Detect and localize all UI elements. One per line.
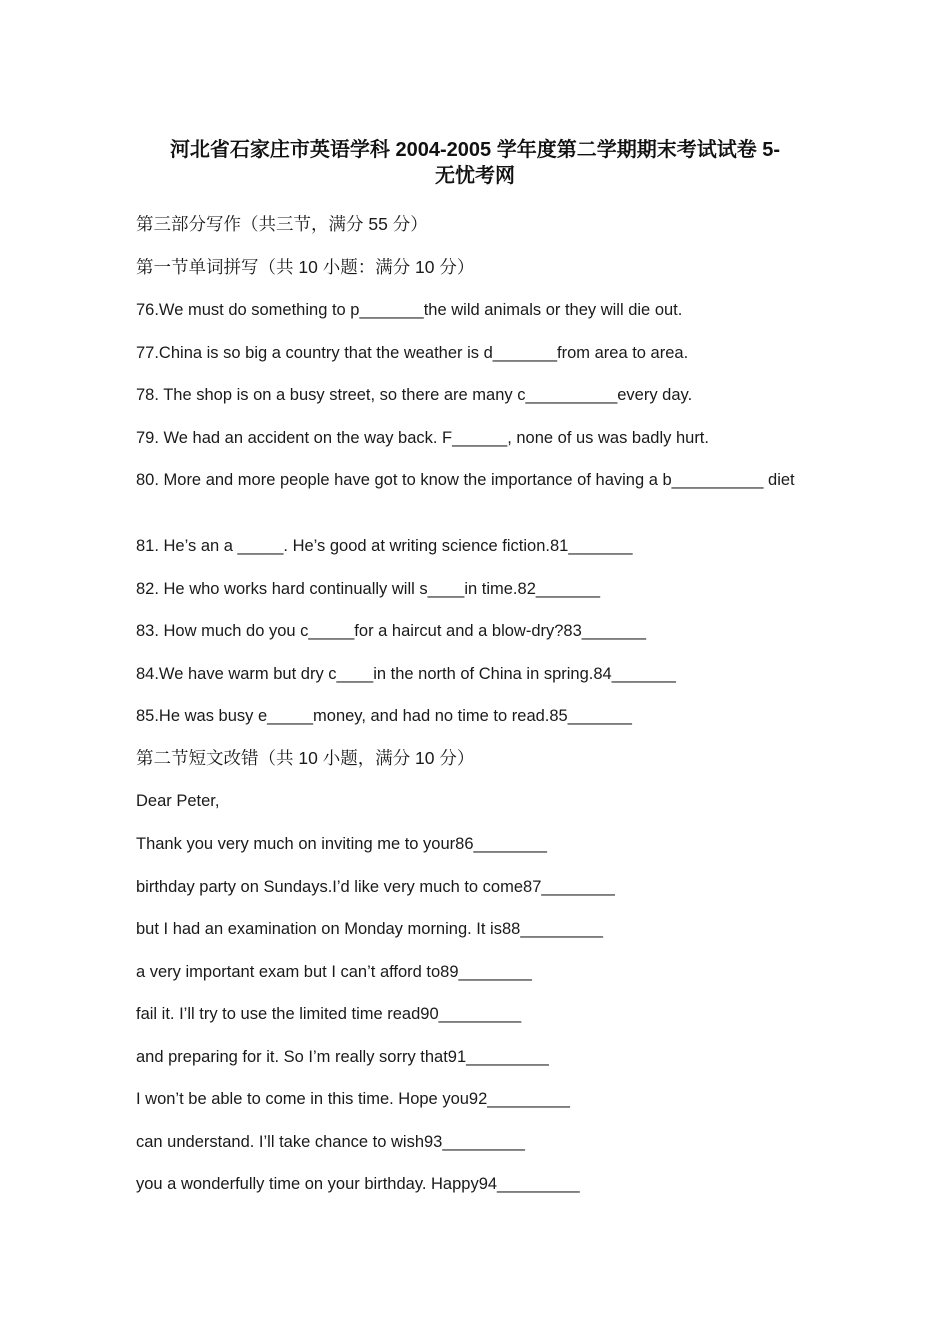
letter-line: and preparing for it. So I’m really sorry that91_________ <box>136 1048 549 1066</box>
letter-line: I won’t be able to come in this time. Hope you92_________ <box>136 1090 570 1108</box>
question-item: 76.We must do something to p_______the wild animals or they will die out. <box>136 301 683 319</box>
letter-line: birthday party on Sundays.I’d like very much to come87________ <box>136 878 615 896</box>
part-heading: 第三部分写作（共三节，满分 55 分） <box>136 214 428 234</box>
letter-line: fail it. I’ll try to use the limited time read90_________ <box>136 1005 522 1023</box>
question-item: 78. The shop is on a busy street, so there are many c__________every day. <box>136 386 693 404</box>
letter-line: Thank you very much on inviting me to your86________ <box>136 835 547 853</box>
question-item: 80. More and more people have got to know the importance of having a b__________ diet <box>136 471 795 489</box>
document-title <box>130 137 820 189</box>
question-item: 77.China is so big a country that the weather is d_______from area to area. <box>136 344 689 362</box>
title-line-1: 河北省石家庄市英语学科 2004-2005 学年度第二学期期末考试试卷 5- <box>169 139 781 161</box>
letter-line: a very important exam but I can’t afford to89________ <box>136 963 532 981</box>
question-item: 84.We have warm but dry c____in the north of China in spring.84_______ <box>136 665 676 683</box>
section1-heading: 第一节单词拼写（共 10 小题：满分 10 分） <box>136 257 475 277</box>
question-item: 85.He was busy e_____money, and had no time to read.85_______ <box>136 707 632 725</box>
question-item: 81. He’s an a _____. He’s good at writing science fiction.81_______ <box>136 537 633 555</box>
letter-line: Dear Peter, <box>136 792 220 810</box>
letter-line: can understand. I’ll take chance to wish93_________ <box>136 1133 525 1151</box>
letter-line: you a wonderfully time on your birthday. Happy94_________ <box>136 1175 580 1193</box>
question-item: 83. How much do you c_____for a haircut and a blow-dry?83_______ <box>136 622 647 640</box>
section2-heading: 第二节短文改错（共 10 小题，满分 10 分） <box>136 748 475 768</box>
title-line-2: 无忧考网 <box>435 165 515 187</box>
question-item: 79. We had an accident on the way back. F______, none of us was badly hurt. <box>136 429 709 447</box>
letter-line: but I had an examination on Monday morning. It is88_________ <box>136 920 603 938</box>
question-item: 82. He who works hard continually will s____in time.82_______ <box>136 580 601 598</box>
